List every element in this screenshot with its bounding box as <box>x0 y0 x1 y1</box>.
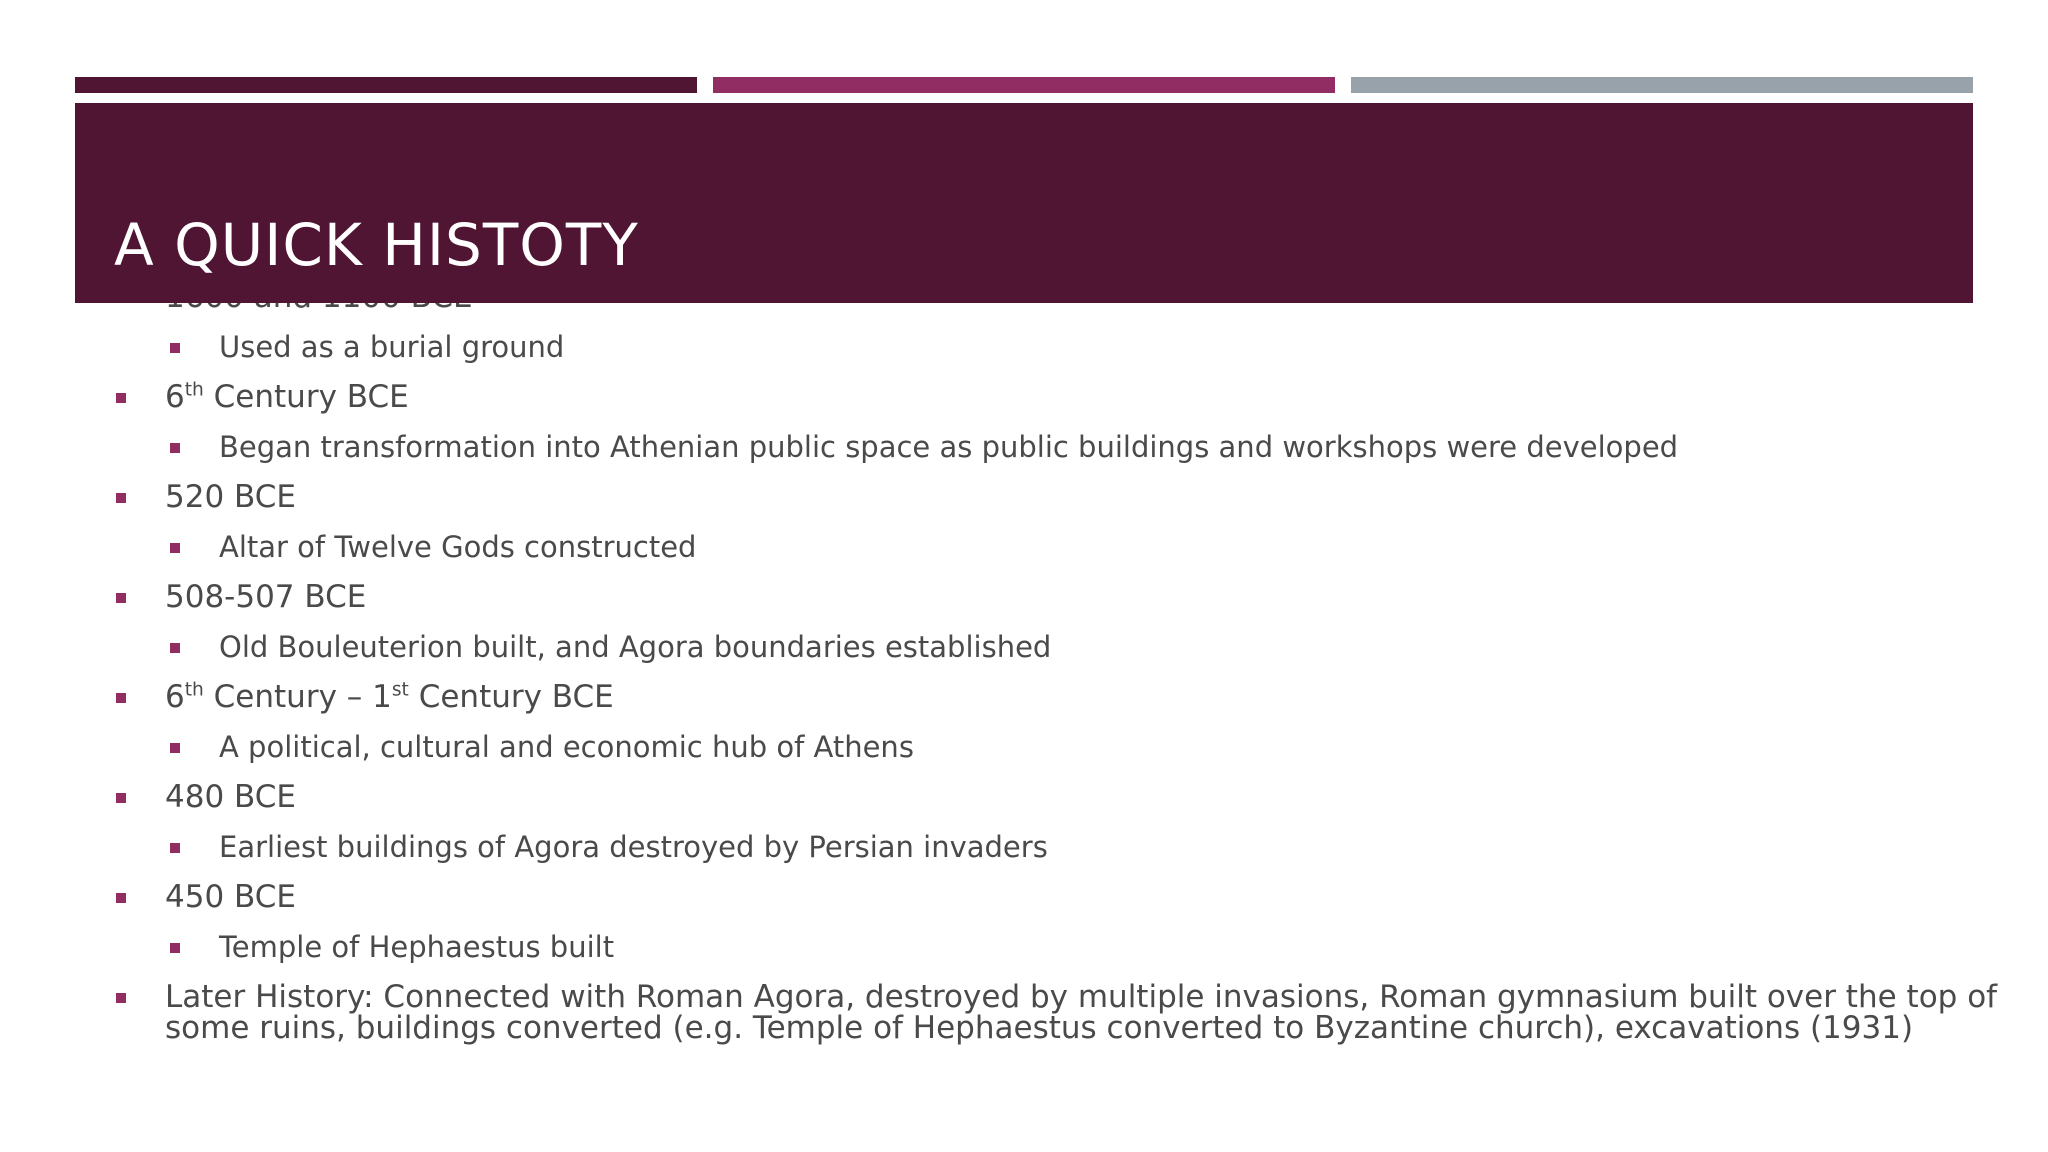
bullet-text: 480 BCE <box>165 779 296 815</box>
bullet-text: 450 BCE <box>165 879 296 915</box>
bullet-item <box>110 379 2010 432</box>
bullet-text: Old Bouleuterion built, and Agora boundaries established <box>219 630 1052 664</box>
bullet-item <box>110 779 2010 832</box>
text-run: 6 <box>165 379 185 415</box>
square-bullet-icon <box>170 843 180 853</box>
square-bullet-icon <box>116 893 126 903</box>
square-bullet-icon <box>116 793 126 803</box>
bullet-text: Used as a burial ground <box>219 330 565 364</box>
bullet-item <box>110 979 2005 1046</box>
square-bullet-icon <box>116 993 126 1003</box>
sub-bullet-item <box>110 932 2010 982</box>
sub-bullet-item <box>110 432 2010 482</box>
square-bullet-icon <box>116 393 126 403</box>
bullet-text: 508-507 BCE <box>165 579 367 615</box>
sub-bullet-item <box>110 732 2010 782</box>
bullet-text <box>165 379 409 415</box>
square-bullet-icon <box>170 543 180 553</box>
square-bullet-icon <box>170 343 180 353</box>
bullet-text: 520 BCE <box>165 479 296 515</box>
bullet-text <box>165 679 614 715</box>
square-bullet-icon <box>116 493 126 503</box>
bullet-item <box>110 679 2010 732</box>
ordinal-suffix: st <box>391 679 409 701</box>
text-run: 6 <box>165 679 185 715</box>
sub-bullet-item <box>110 532 2010 582</box>
sub-bullet-item <box>110 832 2010 882</box>
bullet-text: Began transformation into Athenian public space as public buildings and workshops were developed <box>219 430 1679 464</box>
bullet-item <box>110 479 2010 532</box>
bullet-list <box>110 282 2010 1044</box>
bullet-text: Earliest buildings of Agora destroyed by Persian invaders <box>219 830 1048 864</box>
accent-bar-dark <box>75 77 697 93</box>
bullet-text: Later History: Connected with Roman Agora, destroyed by multiple invasions, Roman gymnasium built over the top of some ruins, buildings converted (e.g. Temple of Hephaestus converted to Byzantine church), excavations (1931) <box>165 979 1998 1046</box>
bullet-text: Altar of Twelve Gods constructed <box>219 530 697 564</box>
bullet-item <box>110 579 2010 632</box>
text-run: Century BCE <box>408 679 614 715</box>
ordinal-suffix: th <box>184 679 204 701</box>
slide-title: A QUICK HISTOTY <box>114 211 639 279</box>
square-bullet-icon <box>170 643 180 653</box>
sub-bullet-item <box>110 632 2010 682</box>
square-bullet-icon <box>170 743 180 753</box>
square-bullet-icon <box>116 693 126 703</box>
sub-bullet-item <box>110 332 2010 382</box>
ordinal-suffix: th <box>184 379 204 401</box>
bullet-text: Temple of Hephaestus built <box>219 930 615 964</box>
title-band <box>75 103 1973 303</box>
text-run: Century – 1 <box>203 679 392 715</box>
accent-bar-magenta <box>713 77 1335 93</box>
square-bullet-icon <box>170 943 180 953</box>
bullet-text: A political, cultural and economic hub of Athens <box>219 730 914 764</box>
text-run: Century BCE <box>203 379 409 415</box>
square-bullet-icon <box>170 443 180 453</box>
square-bullet-icon <box>116 593 126 603</box>
bullet-item <box>110 879 2010 932</box>
accent-bar-gray <box>1351 77 1973 93</box>
